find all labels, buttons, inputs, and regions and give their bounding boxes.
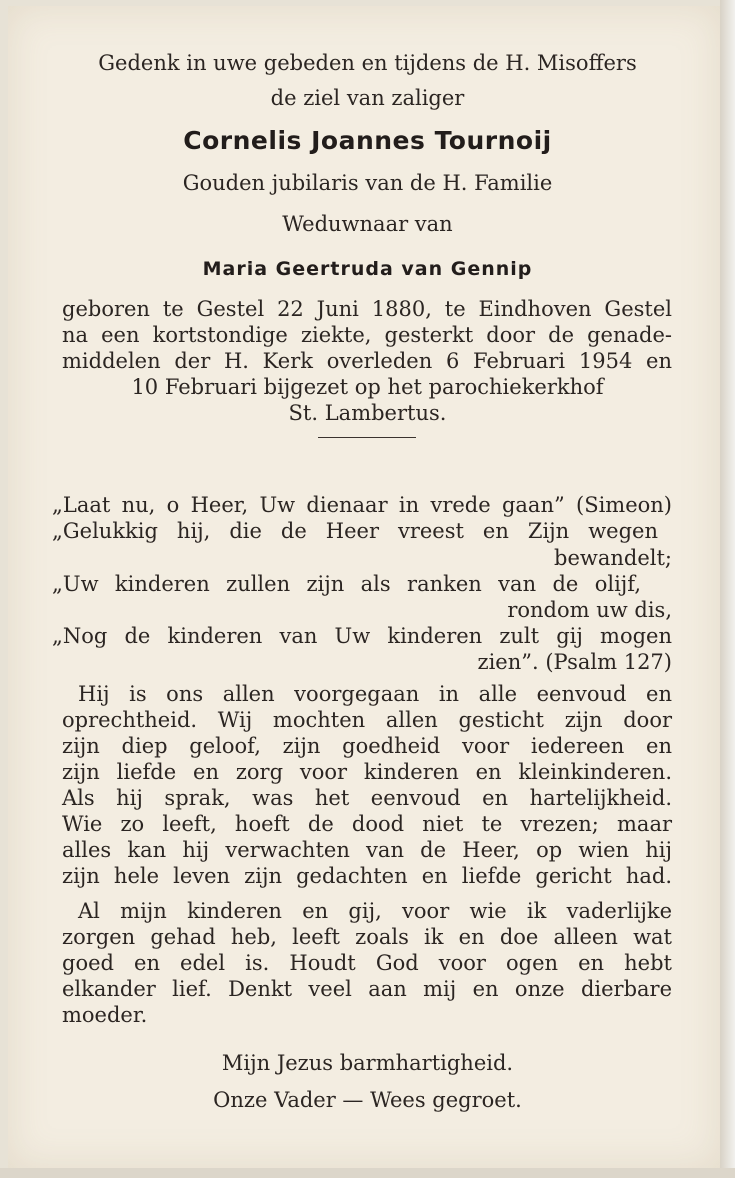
quote-line: „Uw kinderen zullen zijn als ranken van de olijf, [52, 572, 641, 596]
paragraph-line: alles kan hij verwachten van de Heer, op wien hij [62, 838, 672, 862]
spouse-name: Maria Geertruda van Gennip [202, 258, 533, 280]
quote-line: „Gelukkig hij, die de Heer vreest en Zijn wegen [52, 519, 658, 543]
divider-rule [318, 437, 416, 438]
widower-line: Weduwnaar van [282, 212, 453, 236]
paragraph-line: elkander lief. Denkt veel aan mij en onze dierbare [62, 977, 672, 1001]
quote-line: rondom uw dis, [507, 598, 672, 622]
closing-prayer: Mijn Jezus barmhartigheid. [221, 1051, 514, 1075]
header-line-2: de ziel van zaliger [270, 86, 465, 110]
paragraph-line: zorgen gehad heb, leeft zoals ik en doe alleen wat [62, 925, 672, 949]
deceased-title: Gouden jubilaris van de H. Familie [182, 171, 553, 195]
bio-line: middelen der H. Kerk overleden 6 Februari 1954 en [62, 349, 672, 373]
paragraph-line: Wie zo leeft, hoeft de dood niet te vrezen; maar [62, 812, 672, 836]
bio-line: na een kortstondige ziekte, gesterkt door de genade- [62, 323, 672, 347]
deceased-name: Cornelis Joannes Tournoij [183, 126, 552, 155]
bio-line: geboren te Gestel 22 Juni 1880, te Eindhoven Gestel [62, 297, 672, 321]
quote-line: „Laat nu, o Heer, Uw dienaar in vrede gaan” (Simeon) [52, 493, 672, 517]
paragraph-line: moeder. [62, 1003, 148, 1027]
quote-line: „Nog de kinderen van Uw kinderen zult gij mogen [52, 624, 672, 648]
paragraph-line: goed en edel is. Houdt God voor ogen en hebt [62, 951, 672, 975]
paragraph-line: zijn liefde en zorg voor kinderen en kleinkinderen. [62, 760, 672, 784]
paragraph-line: Hij is ons allen voorgegaan in alle eenvoud en [78, 682, 672, 706]
paragraph-line: Al mijn kinderen en gij, voor wie ik vaderlijke [78, 899, 672, 923]
paragraph-line: oprechtheid. Wij mochten allen gesticht zijn door [62, 708, 672, 732]
quote-line: zien”. (Psalm 127) [477, 650, 672, 674]
bio-line: 10 Februari bijgezet op het parochiekerkhof [131, 375, 604, 399]
paragraph-line: Als hij sprak, was het eenvoud en hartelijkheid. [62, 786, 672, 810]
paragraph-line: zijn hele leven zijn gedachten en liefde gericht had. [62, 864, 672, 888]
quote-line: bewandelt; [554, 546, 672, 570]
paragraph-line: zijn diep geloof, zijn goedheid voor iedereen en [62, 734, 672, 758]
closing-prayer: Onze Vader — Wees gegroet. [213, 1088, 522, 1112]
bio-line: St. Lambertus. [288, 401, 447, 425]
header-line-1: Gedenk in uwe gebeden en tijdens de H. Misoffers [98, 51, 637, 75]
card-edge-bottom [0, 1168, 735, 1178]
